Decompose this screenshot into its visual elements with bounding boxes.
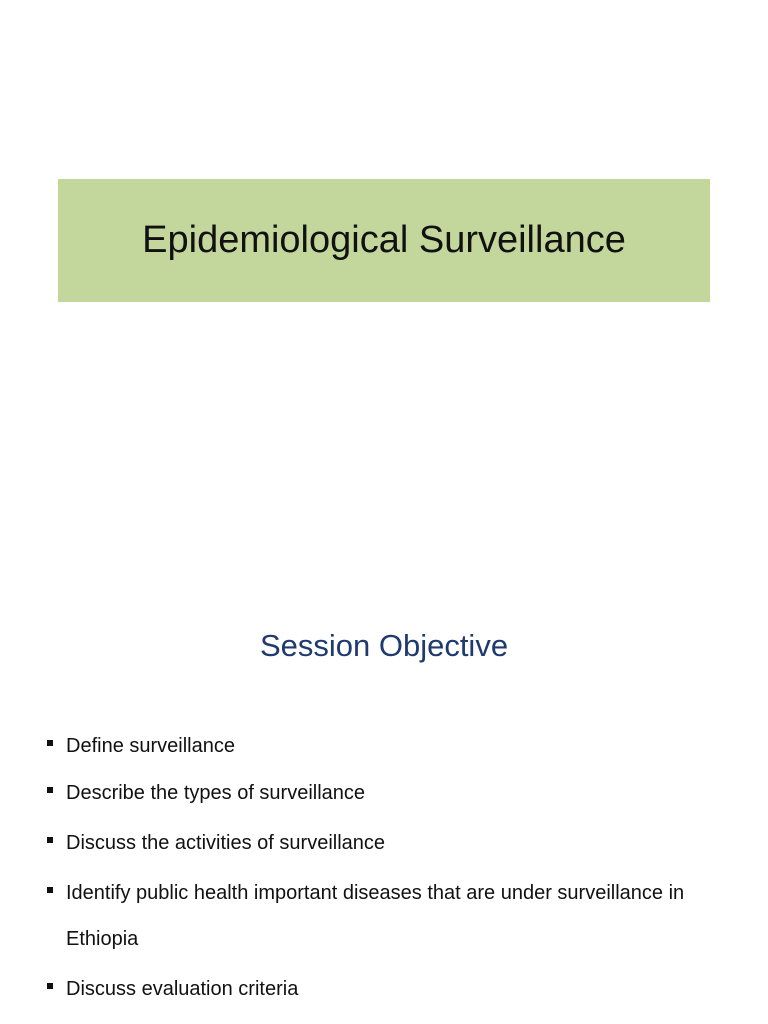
list-item [46, 820, 746, 866]
square-bullet-icon [47, 887, 53, 893]
list-item [46, 770, 746, 816]
objective-heading: Session Objective [259, 628, 509, 663]
list-item [46, 966, 746, 1012]
objective-list [46, 726, 746, 1016]
square-bullet-icon [47, 740, 53, 746]
slide-session-objective [0, 576, 768, 1024]
list-item [46, 726, 746, 766]
square-bullet-icon [47, 787, 53, 793]
list-item-text: Define surveillance [66, 735, 235, 757]
square-bullet-icon [47, 837, 53, 843]
list-item [46, 870, 746, 962]
slide-title-text: Epidemiological Surveillance [142, 219, 626, 261]
title-banner [58, 179, 710, 302]
list-item-text: Describe the types of surveillance [66, 782, 366, 804]
list-item-text: Discuss the activities of surveillance [66, 832, 386, 854]
list-item-text: Discuss evaluation criteria [66, 978, 299, 1000]
square-bullet-icon [47, 983, 53, 989]
list-item-text: Identify public health important diseases that are under surveillance in Ethiopia [66, 882, 685, 950]
